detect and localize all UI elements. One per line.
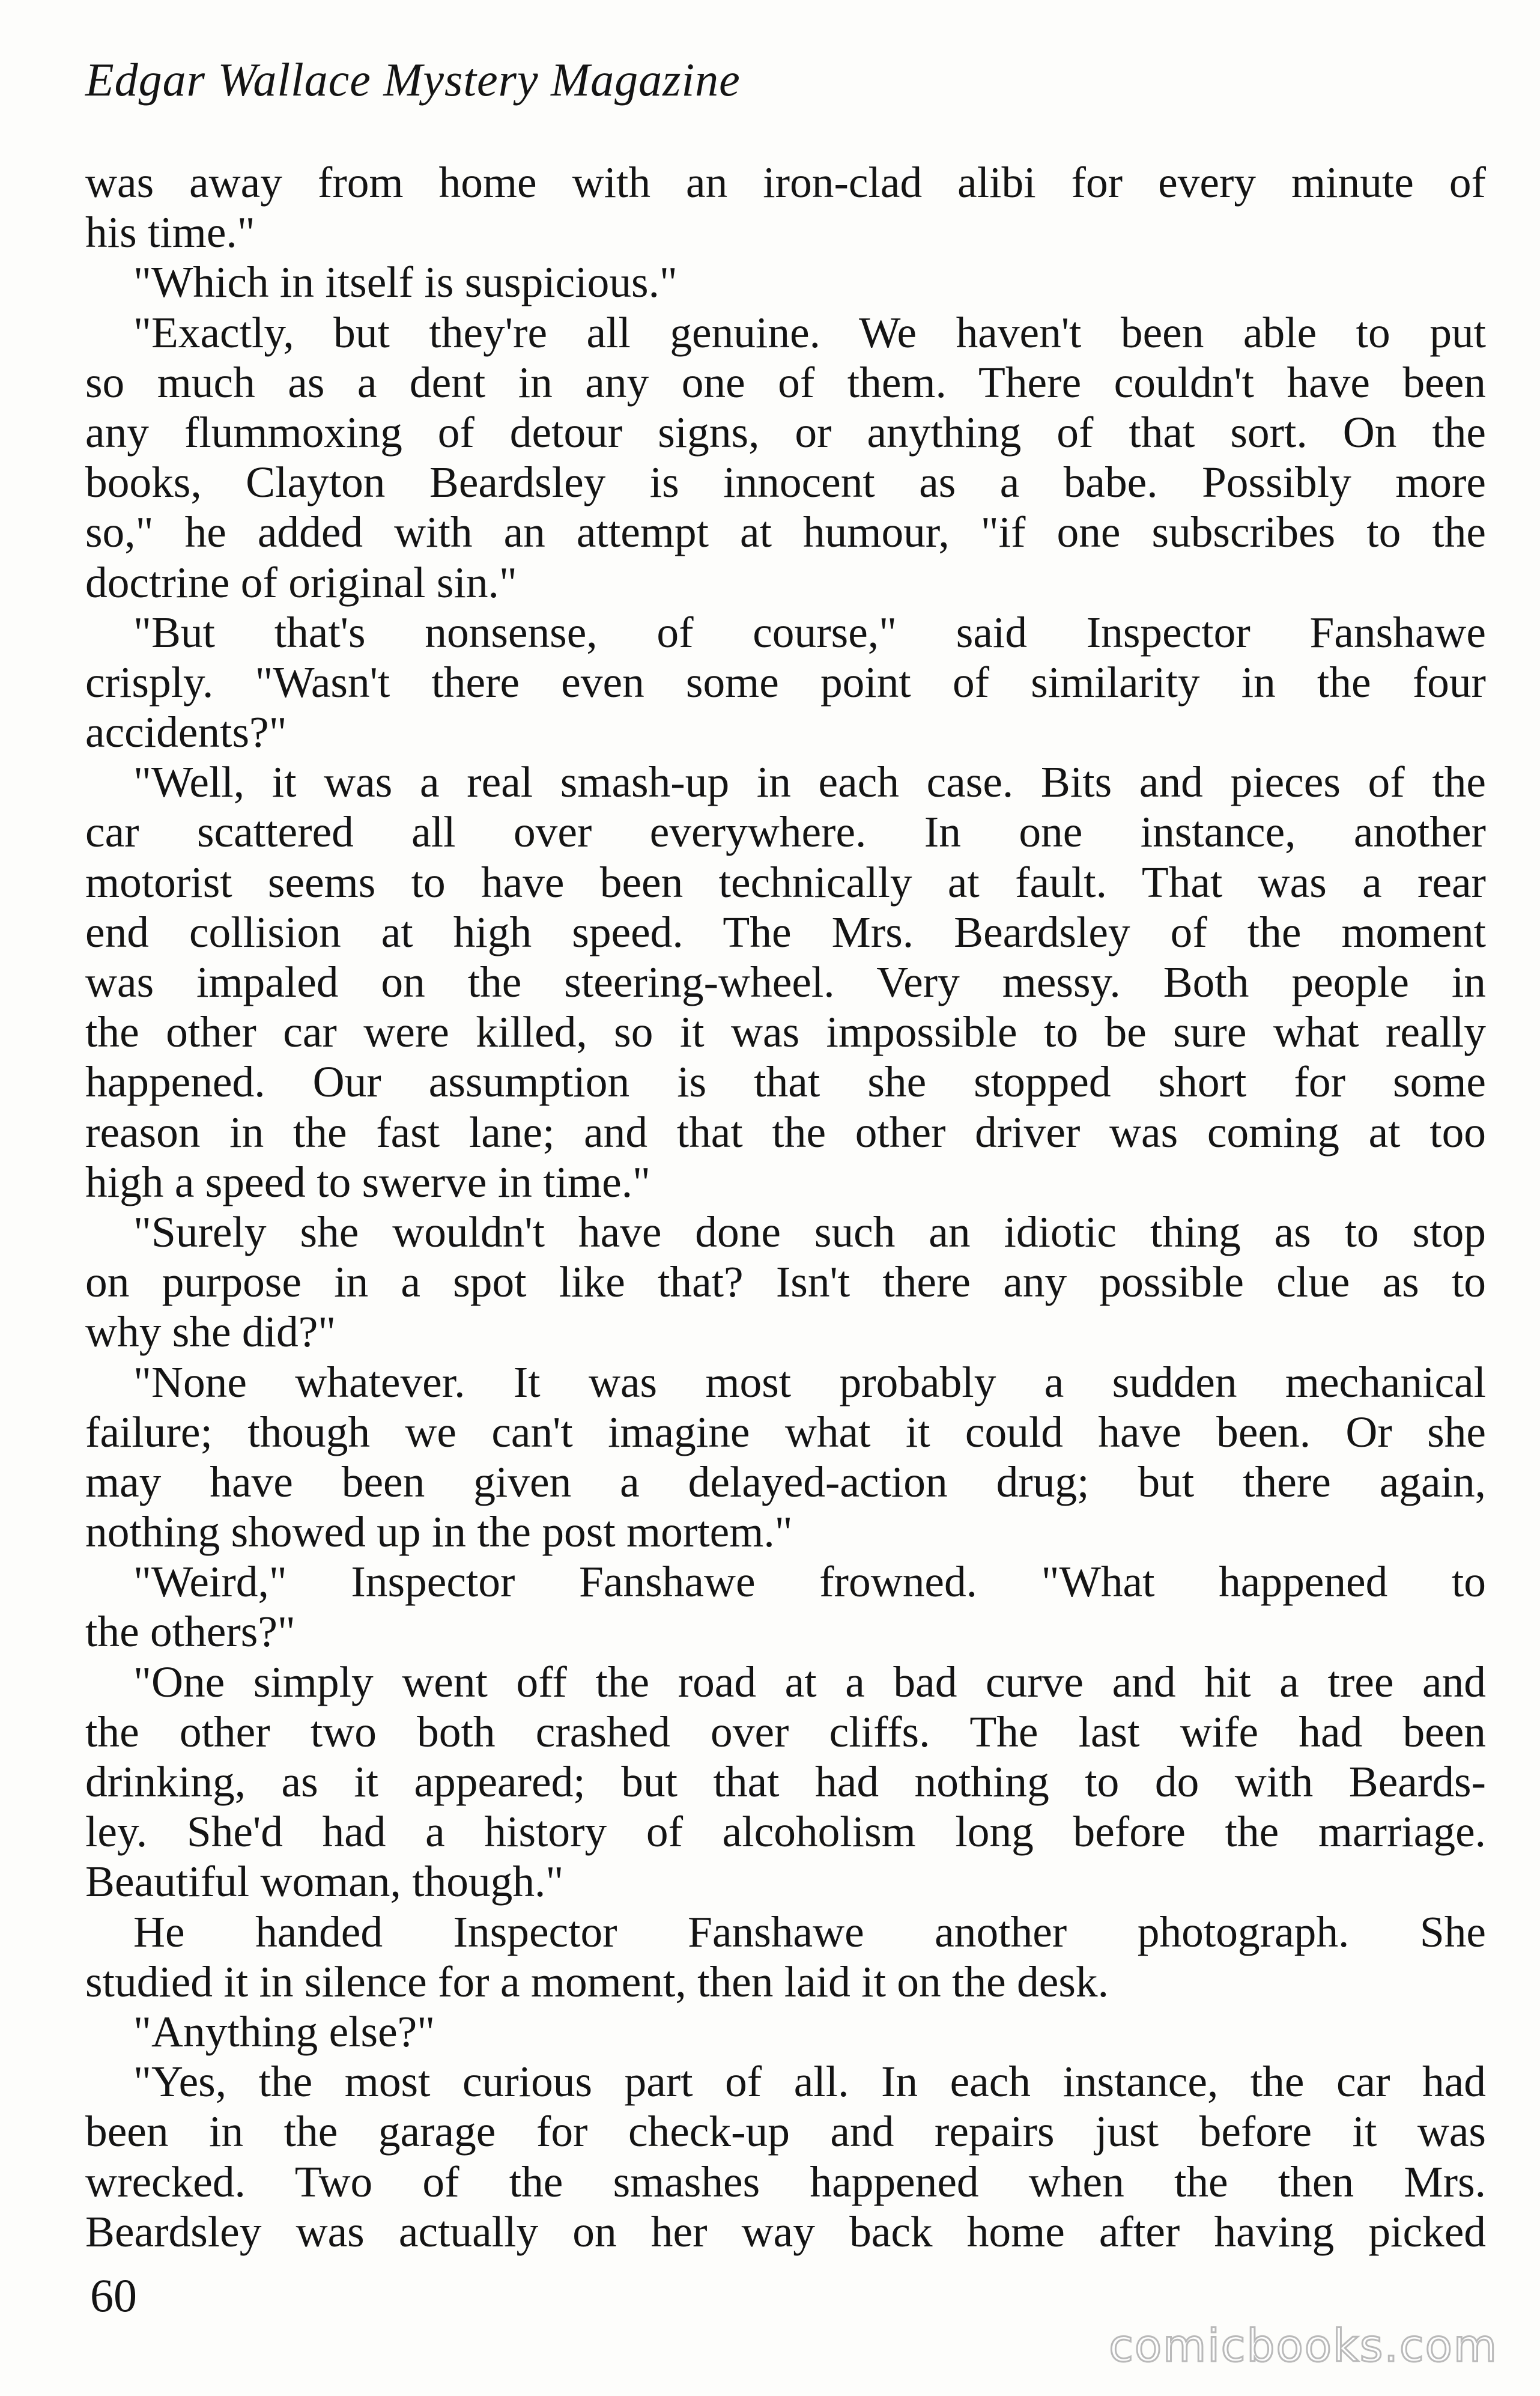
paragraph [85,308,1486,607]
text-line: He handed Inspector Fanshawe another photograph. She [133,1907,1486,1956]
text-line: motorist seems to have been technically at fault. That was a rear [85,857,1486,907]
text-line: studied it in silence for a moment, then laid it on the desk. [85,1957,1109,2006]
text-line: was away from home with an iron-clad alibi for every minute of [85,158,1486,207]
text-line: "Anything else?" [133,2007,435,2056]
text-line: failure; though we can't imagine what it could have been. Or she [85,1407,1486,1456]
text-line: drinking, as it appeared; but that had nothing to do with Beards- [85,1757,1486,1806]
text-line: the others?" [85,1607,296,1656]
text-line: happened. Our assumption is that she stopped short for some [85,1057,1486,1107]
text-line: was impaled on the steering-wheel. Very messy. Both people in [85,958,1486,1006]
text-line: nothing showed up in the post mortem." [85,1507,793,1557]
paragraph [85,157,1486,257]
paragraph [85,607,1486,758]
text-line: "Weird," Inspector Fanshawe frowned. "What happened to [133,1557,1486,1607]
text-line: "Surely she wouldn't have done such an idiotic thing as to stop [133,1207,1486,1256]
text-line: Beardsley was actually on her way back home after having picked [85,2207,1486,2256]
text-line: "One simply went off the road at a bad curve and hit a tree and [133,1657,1486,1706]
text-line: car scattered all over everywhere. In one instance, another [85,807,1486,857]
paragraph [85,1357,1486,1557]
text-line: end collision at high speed. The Mrs. Beardsley of the moment [85,907,1486,956]
paragraph [85,1207,1486,1357]
text-line: "Which in itself is suspicious." [133,258,678,307]
text-line: the other car were killed, so it was impossible to be sure what really [85,1008,1486,1057]
text-line: on purpose in a spot like that? Isn't there any possible clue as to [85,1257,1486,1307]
text-line: his time." [85,208,255,257]
page-number: 60 [90,2269,137,2322]
text-line: so," he added with an attempt at humour, "if one subscribes to the [85,508,1486,557]
text-line: "None whatever. It was most probably a sudden mechanical [133,1357,1486,1406]
watermark-logo: comicbooks.com [1109,2320,1498,2372]
paragraph [85,2057,1486,2257]
story-text [85,157,1486,2257]
text-line: "Yes, the most curious part of all. In each instance, the car had [133,2057,1486,2106]
text-line: "But that's nonsense, of course," said Inspector Fanshawe [133,607,1486,657]
paragraph [85,1657,1486,1907]
paragraph [85,1907,1486,2007]
text-line: so much as a dent in any one of them. There couldn't have been [85,357,1486,407]
paragraph [85,1557,1486,1656]
text-line: reason in the fast lane; and that the other driver was coming at too [85,1107,1486,1157]
running-header: Edgar Wallace Mystery Magazine [85,53,741,106]
text-line: may have been given a delayed-action drug; but there again, [85,1457,1486,1506]
paragraph [85,2007,1486,2057]
text-line: wrecked. Two of the smashes happened when the then Mrs. [85,2157,1486,2206]
text-line: books, Clayton Beardsley is innocent as a babe. Possibly more [85,458,1486,507]
text-line: Beautiful woman, though." [85,1857,564,1906]
text-line: high a speed to swerve in time." [85,1157,650,1206]
text-line: doctrine of original sin." [85,558,517,607]
paragraph [85,757,1486,1207]
text-line: any flummoxing of detour signs, or anything of that sort. On the [85,407,1486,457]
text-line: "Exactly, but they're all genuine. We haven't been able to put [133,308,1486,357]
text-line: the other two both crashed over cliffs. The last wife had been [85,1707,1486,1756]
text-line: why she did?" [85,1307,336,1357]
text-line: ley. She'd had a history of alcoholism long before the marriage. [85,1807,1486,1856]
paragraph [85,257,1486,307]
text-line: accidents?" [85,708,287,757]
text-line: "Well, it was a real smash-up in each case. Bits and pieces of the [133,758,1486,807]
text-line: been in the garage for check-up and repairs just before it was [85,2107,1486,2156]
text-line: crisply. "Wasn't there even some point of similarity in the four [85,657,1486,707]
